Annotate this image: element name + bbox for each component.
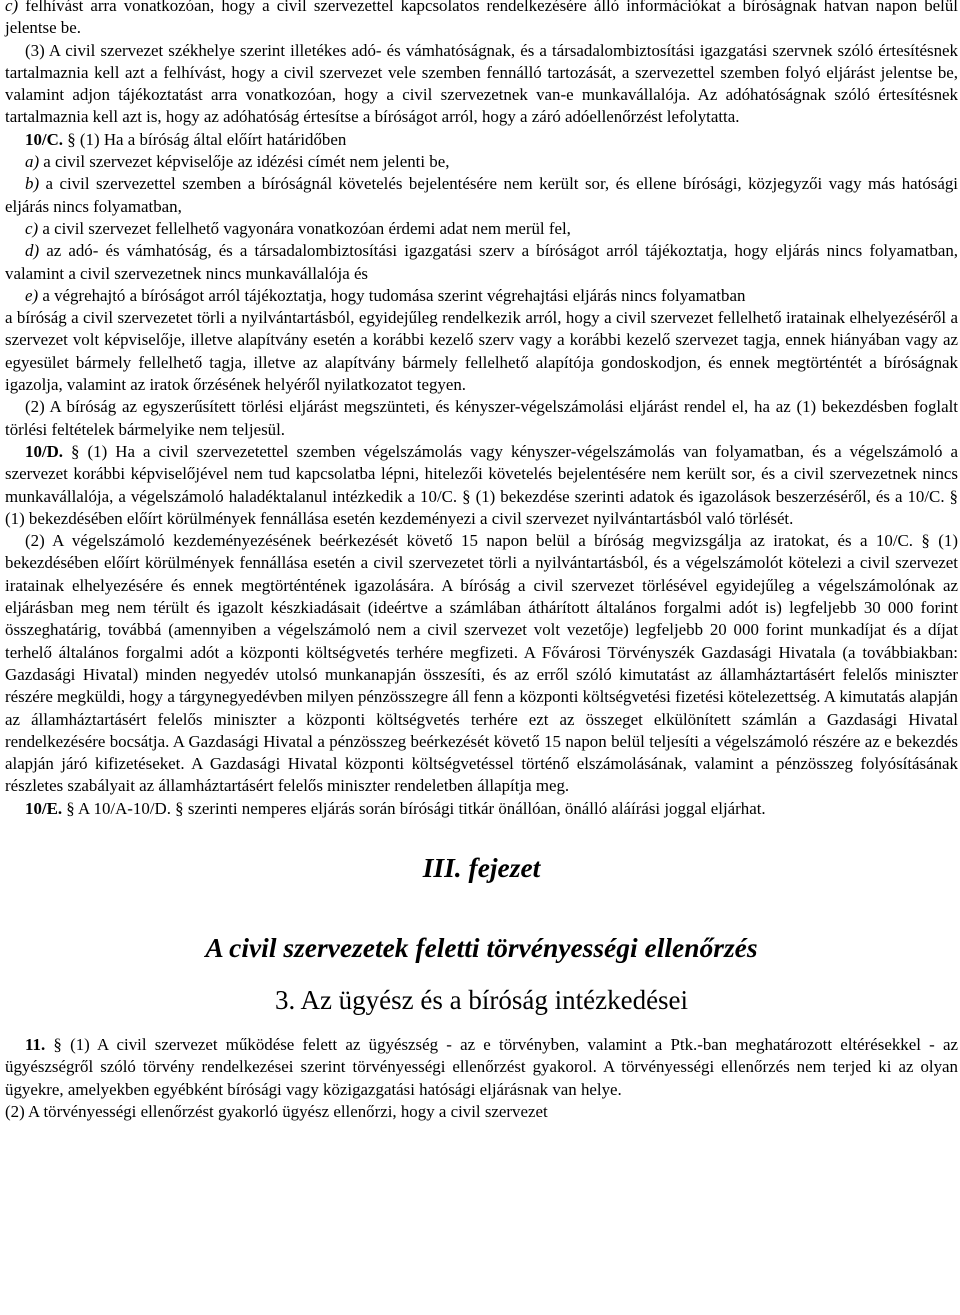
item-label: c) bbox=[5, 0, 19, 15]
document-page bbox=[5, 0, 958, 1123]
section-heading: 11. bbox=[25, 1034, 46, 1054]
section-text: § (1) A civil szervezet működése felett az ügyészség - az e törvényben, valamint a Ptk.-ban meghatározott eltérésekkel - az ügyészségről szóló törvény rendelkezései szerint törvényességi ellenőrzést gyakorol. A törvényességi ellenőrzés nem terjed ki az olyan ügyekre, amelyekben egyébként bírósági vagy közigazgatási hatósági eljárásnak van helye. bbox=[5, 1034, 958, 1099]
section-10c-paragraph-2: (2) A bíróság az egyszerűsített törlési eljárást megszünteti, és kényszer-végelszámolási eljárást rendel el, ha az (1) bekezdésben foglalt törlési feltételek bármelyike nem teljesül. bbox=[5, 397, 958, 439]
paragraph-text: Az adóhatóságnak szóló értesítésnek tartalmaznia kell azt is, hogy az adóhatóság értesítse a bíróságot arról, hogy a záró adóellenőrzést lefolytatta. bbox=[5, 85, 958, 127]
item-text: a civil szervezet képviselője az idézési címét nem jelenti be, bbox=[39, 152, 450, 172]
item-label: b) bbox=[25, 174, 40, 194]
section-heading: 10/C. bbox=[25, 129, 64, 149]
paragraph-section-3 bbox=[5, 40, 958, 129]
section-heading: 10/E. bbox=[25, 798, 63, 818]
section-text: § (1) Ha a bíróság által előírt határidőben bbox=[63, 129, 347, 149]
list-item bbox=[5, 240, 958, 285]
item-text: az adó- és vámhatóság, és a társadalombiztosítási igazgatási szerv a bíróságot arról tájékoztatja, hogy eljárás nincs folyamatban, valamint a civil szervezetnek nincs munkavállalója és bbox=[5, 241, 958, 283]
list-item bbox=[5, 151, 958, 173]
chapter-subtitle: A civil szervezetek feletti törvényességi ellenőrzés bbox=[205, 931, 758, 963]
item-label: d) bbox=[25, 241, 40, 261]
item-label: a) bbox=[25, 152, 40, 172]
section-10d-paragraph-1 bbox=[5, 441, 958, 530]
item-label: c) bbox=[25, 218, 39, 238]
section-11-paragraph-1 bbox=[5, 1034, 958, 1101]
item-text: a végrehajtó a bíróságot arról tájékoztatja, hogy tudomása szerint végrehajtási eljárás nincs folyamatban bbox=[38, 285, 746, 305]
item-text: a civil szervezet fellelhető vagyonára vonatkozóan érdemi adat nem merül fel, bbox=[38, 218, 571, 238]
list-item bbox=[5, 173, 958, 218]
section-10d-paragraph-2: (2) A végelszámoló kezdeményezésének beérkezését követő 15 napon belül a bíróság megvizsgálja az iratokat, és a 10/C. § (1) bekezdésében előírt körülmények fennállása esetén a civil szervezetet törli a nyilvántartásból, és a végelszámolót kötelezi a civil szervezet iratainak elhelyezésére és ennek megtörténtének igazolására. A bíróság a civil szervezet törlésével egyidejűleg a végelszámolónak az eljárásban meg nem térült és igazolt készkiadásait (ideértve a számlában áthárított általános forgalmi adót is) legfeljebb 30 000 forint összeghatárig, továbbá (amennyiben a végelszámoló nem a civil szervezet volt vezetője) legfeljebb 20 000 forint munkadíjat és a díjat terhelő általános forgalmi adót a központi költségvetés terhére megfizeti. A Fővárosi Törvényszék Gazdasági Hivatala (a továbbiakban: Gazdasági Hivatal) minden negyedév utolsó munkanapján összesíti, és az erről szóló kimutatást az államháztartásért felelős miniszter részére megküldi, hogy a tárgynegyedévben milyen pénzösszegre áll fenn a központi költségvetési fizetési kötelezettség. A kimutatás alapján az államháztartásért felelős miniszter a központi költségvetés terhére ezt az összeget elkülönített számlán a Gazdasági Hivatal rendelkezésére bocsátja. A Gazdasági Hivatal a pénzösszeg beérkezését követő 15 napon belül teljesíti a végelszámoló részére az e bekezdés alapján járó kifizetéseket. A Gazdasági Hivatal központi költségvetéssel történő elszámolásának, valamint a pénzösszeg folyósításának részletes szabályait az államháztartásért felelős miniszter rendeletben állapítja meg. bbox=[5, 531, 958, 796]
section-text: § (1) Ha a civil szervezetettel szemben végelszámolás vagy kényszer-végelszámolás van folyamatban, és a végelszámoló a szervezet korábbi képviselőjével nem tud kapcsolatba lépni, hitelezői követelés bejelentésére nem került sor, és a civil szervezetnek nincs munkavállalója, a végelszámoló haladéktalanul intézkedik a 10/C. § (1) bekezdése szerinti adatok és igazolások beszerzéséről, és a 10/C. § (1) bekezdésében előírt körülmények fennállása esetén kezdeményezi a civil szervezet nyilvántartásból való törlését. bbox=[5, 441, 958, 528]
section-10c-intro bbox=[5, 129, 958, 151]
item-text: a civil szervezettel szemben a bíróságnál követelés bejelentésére nem került sor, és ellene bírósági, közjegyzői vagy más hatósági eljárás nincs folyamatban, bbox=[5, 174, 958, 216]
item-label: e) bbox=[25, 285, 39, 305]
section-11-paragraph-2: (2) A törvényességi ellenőrzést gyakorló ügyész ellenőrzi, hogy a civil szervezet bbox=[5, 1101, 548, 1121]
item-text: felhívást arra vonatkozóan, hogy a civil szervezettel kapcsolatos rendelkezésére álló információkat a bíróságnak hatvan napon belül jelentse be. bbox=[5, 0, 958, 38]
section-10e bbox=[5, 798, 958, 820]
paragraph-text: (3) A civil szervezet székhelye szerint illetékes adó- és vámhatóságnak, és a társadalombiztosítási igazgatási szervnek szóló értesítésnek tartalmaznia kell azt a felhívást, hogy a civil szervezet vele szemben fennálló tartozását, a szervezettel szemben folyó eljárást jelentse be, valamint adjon tájékoztatást arra vonatkozóan, hogy a civil szervezetnek van-e munkavállalója. bbox=[5, 40, 958, 105]
paragraph-c-item bbox=[5, 0, 958, 40]
subsection-title: 3. Az ügyész és a bíróság intézkedései bbox=[274, 984, 689, 1015]
section-heading: 10/D. bbox=[25, 441, 64, 461]
chapter-title: III. fejezet bbox=[422, 851, 541, 883]
list-item bbox=[5, 285, 958, 307]
section-10c-conclusion: a bíróság a civil szervezetet törli a nyilvántartásból, egyidejűleg rendelkezik arról, hogy a civil szervezet fellelhető iratainak elhelyezéséről a szervezet volt képviselője, illetve alapítvány esetén a korábbi kezelő szerv vagy a korábbi kezelő szervezet tagja, ennek hiányában vagy az egyesület bármely fellelhető tagja, illetve az alapítvány bármely fellelhető alapítója gondoskodjon, és ennek megtörténtét a bíróságnak igazolja, valamint az iratok őrzésének helyéről nyilatkozatot tegyen. bbox=[5, 308, 958, 395]
list-item bbox=[5, 218, 958, 240]
section-text: § A 10/A-10/D. § szerinti nemperes eljárás során bírósági titkár önállóan, önálló aláírási joggal eljárhat. bbox=[62, 798, 766, 818]
